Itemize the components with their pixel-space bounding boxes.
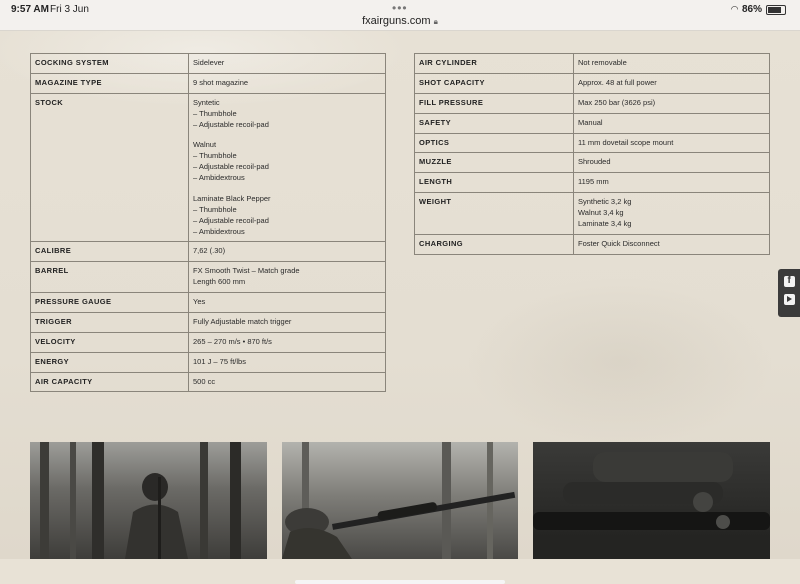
spec-row	[31, 293, 386, 313]
spec-value-line: – Adjustable recoil-pad	[193, 162, 269, 172]
spec-label: STOCK	[31, 93, 189, 242]
status-time: 9:57 AM	[11, 4, 49, 15]
spec-value-line: Synthetic 3,2 kg	[578, 197, 632, 207]
spec-row	[415, 54, 770, 74]
spec-value-line: Not removable	[578, 58, 627, 67]
spec-value-line: Laminate Black Pepper	[193, 193, 271, 203]
spec-value-line	[193, 130, 381, 140]
spec-value-line: Sidelever	[193, 58, 225, 67]
spec-value-line: – Adjustable recoil-pad	[193, 119, 269, 129]
spec-value	[189, 372, 386, 392]
spec-value-line: Max 250 bar (3626 psi)	[578, 97, 656, 107]
spec-value-line: – Thumbhole	[193, 151, 237, 161]
spec-label: LENGTH	[415, 173, 574, 193]
spec-value	[574, 93, 770, 113]
spec-value	[189, 54, 386, 74]
spec-value	[189, 93, 386, 242]
spec-value-line: 500 cc	[193, 376, 216, 386]
spec-row	[31, 54, 386, 74]
spec-value	[574, 133, 770, 153]
url-text: fxairguns.com	[362, 15, 431, 27]
spec-row	[31, 312, 386, 332]
spec-row	[415, 234, 770, 254]
specs-table-right	[414, 53, 770, 255]
shooter-image	[282, 442, 518, 559]
spec-label: FILL PRESSURE	[415, 93, 574, 113]
spec-value-line: Walnut	[193, 140, 217, 150]
spec-value-line: Laminate 3,4 kg	[578, 218, 632, 228]
spec-value-line: 1195 mm	[578, 177, 609, 187]
spec-value	[574, 153, 770, 173]
spec-label: TRIGGER	[31, 312, 189, 332]
spec-row	[415, 153, 770, 173]
spec-row	[415, 193, 770, 235]
spec-row	[415, 73, 770, 93]
spec-value	[574, 234, 770, 254]
status-right	[731, 4, 786, 15]
spec-label: AIR CAPACITY	[31, 372, 189, 392]
spec-label: VELOCITY	[31, 332, 189, 352]
spec-label: SAFETY	[415, 113, 574, 133]
rifle-closeup-photo[interactable]	[533, 442, 770, 559]
spec-value-line: Fully Adjustable match trigger	[193, 316, 292, 326]
spec-value	[189, 242, 386, 262]
spec-label: BARREL	[31, 262, 189, 293]
spec-value	[189, 312, 386, 332]
spec-label: ENERGY	[31, 352, 189, 372]
spec-value-line: FX Smooth Twist – Match grade	[193, 266, 300, 276]
page-content	[0, 31, 800, 559]
more-dots-icon[interactable]: •••	[392, 1, 408, 15]
spec-label: MAGAZINE TYPE	[31, 73, 189, 93]
spec-row	[31, 93, 386, 242]
spec-value	[189, 332, 386, 352]
social-sidebar	[778, 269, 800, 317]
spec-row	[415, 133, 770, 153]
battery-percent: 86%	[741, 4, 762, 15]
spec-row	[31, 262, 386, 293]
spec-value	[574, 113, 770, 133]
spec-row	[31, 242, 386, 262]
spec-value-line: Length 600 mm	[193, 277, 246, 287]
spec-label: OPTICS	[415, 133, 574, 153]
spec-label: SHOT CAPACITY	[415, 73, 574, 93]
spec-value-line: – Ambidextrous	[193, 173, 245, 182]
spec-label: PRESSURE GAUGE	[31, 293, 189, 313]
spec-label: CALIBRE	[31, 242, 189, 262]
spec-value	[574, 54, 770, 74]
spec-row	[415, 173, 770, 193]
spec-value-line: Foster Quick Disconnect	[578, 238, 660, 248]
spec-value	[189, 73, 386, 93]
spec-value	[574, 73, 770, 93]
spec-value-line: – Thumbhole	[193, 204, 237, 214]
spec-row	[31, 372, 386, 392]
spec-value-line: – Adjustable recoil-pad	[193, 215, 269, 225]
status-bar	[0, 0, 800, 31]
spec-value-line: Approx. 48 at full power	[578, 77, 657, 87]
spec-value-line: 9 shot magazine	[193, 77, 249, 87]
spec-value	[189, 352, 386, 372]
wifi-icon: ◠	[731, 4, 738, 14]
spec-row	[415, 113, 770, 133]
spec-value-line	[193, 184, 381, 194]
spec-label: AIR CYLINDER	[415, 54, 574, 74]
facebook-icon[interactable]: f	[784, 276, 795, 287]
spec-label: COCKING SYSTEM	[31, 54, 189, 74]
forest-image	[30, 442, 267, 559]
spec-row	[31, 352, 386, 372]
spec-row	[415, 93, 770, 113]
rifle-image	[533, 442, 770, 559]
lock-icon: 🔒︎	[433, 17, 438, 26]
spec-value-line: Yes	[193, 297, 206, 306]
hunter-in-forest-photo[interactable]	[30, 442, 267, 559]
spec-value-line: Shrouded	[578, 157, 611, 167]
spec-value	[189, 262, 386, 293]
spec-value-line: Syntetic	[193, 97, 220, 107]
spec-value-line: 7,62 (.30)	[193, 246, 226, 256]
spec-value	[574, 193, 770, 235]
spec-value-line: 265 – 270 m/s • 870 ft/s	[193, 336, 272, 346]
spec-row	[31, 73, 386, 93]
address-bar[interactable]	[0, 15, 800, 27]
spec-value	[574, 173, 770, 193]
status-date: Fri 3 Jun	[50, 4, 89, 15]
spec-value-line: 101 J – 75 ft/lbs	[193, 356, 246, 366]
spec-value-line: Walnut 3,4 kg	[578, 208, 624, 217]
specs-table-left	[30, 53, 386, 392]
battery-icon	[766, 5, 786, 15]
spec-value-line: – Thumbhole	[193, 108, 237, 118]
spec-value	[189, 293, 386, 313]
youtube-icon[interactable]	[784, 294, 795, 305]
spec-label: CHARGING	[415, 234, 574, 254]
spec-row	[31, 332, 386, 352]
spec-value-line: Manual	[578, 117, 603, 127]
spec-label: WEIGHT	[415, 193, 574, 235]
shooter-aiming-photo[interactable]	[282, 442, 518, 559]
spec-label: MUZZLE	[415, 153, 574, 173]
spec-value-line: 11 mm dovetail scope mount	[578, 137, 674, 147]
home-indicator[interactable]	[295, 580, 505, 584]
spec-value-line: – Ambidextrous	[193, 226, 245, 236]
